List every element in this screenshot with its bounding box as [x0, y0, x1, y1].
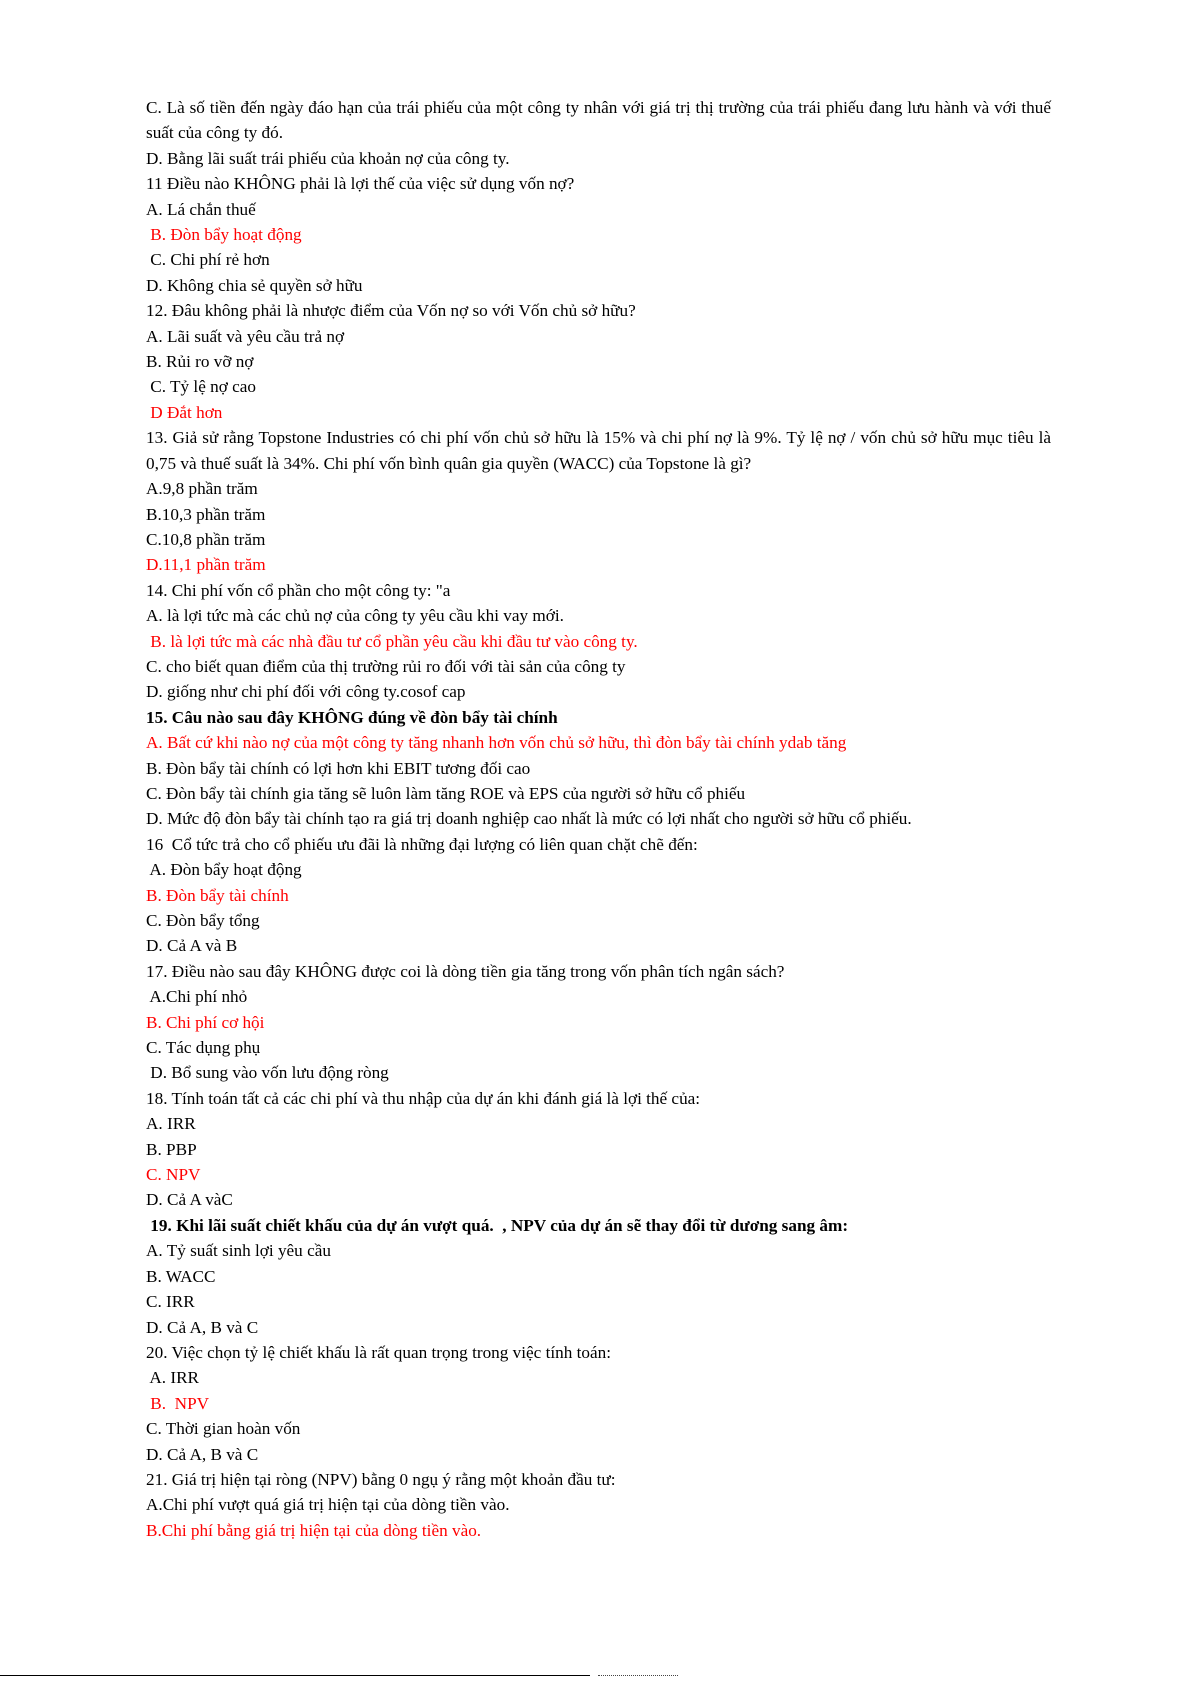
text-line: C. Là số tiền đến ngày đáo hạn của trái phiếu của một công ty nhân với giá trị thị trường của trái phiếu đang lưu hành và với thuế suất của công ty đó. [146, 98, 1051, 143]
text-line: A.9,8 phần trăm [146, 479, 258, 499]
text-line: A. Bất cứ khi nào nợ của một công ty tăng nhanh hơn vốn chủ sở hữu, thì đòn bẩy tài chính ydab tăng [146, 733, 847, 753]
text-line: D. Không chia sẻ quyền sở hữu [146, 275, 363, 295]
text-line: 12. Đâu không phải là nhược điểm của Vốn nợ so với Vốn chủ sở hữu? [146, 301, 636, 321]
text-line: C.10,8 phần trăm [146, 529, 266, 549]
text-line: A. Lãi suất và yêu cầu trả nợ [146, 326, 345, 346]
text-line: 11 Điều nào KHÔNG phải là lợi thế của việc sử dụng vốn nợ? [146, 174, 575, 194]
text-line: C. Đòn bẩy tổng [146, 911, 260, 930]
text-line: B. là lợi tức mà các nhà đầu tư cổ phần yêu cầu khi đầu tư vào công ty. [146, 631, 638, 651]
text-line: B. Rủi ro vỡ nợ [146, 352, 254, 372]
page-body [146, 95, 1051, 1543]
text-line: 13. Giả sử rằng Topstone Industries có chi phí vốn chủ sở hữu là 15% và chi phí nợ là 9%. Tỷ lệ nợ / vốn chủ sở hữu mục tiêu là 0,75 và thuế suất là 34%. Chi phí vốn bình quân gia quyền (WACC) của Topstone là gì? [146, 428, 1051, 473]
text-line: B.10,3 phần trăm [146, 504, 266, 524]
text-line: B. Đòn bẩy tài chính có lợi hơn khi EBIT tương đối cao [146, 758, 531, 778]
text-line: 17. Điều nào sau đây KHÔNG được coi là dòng tiền gia tăng trong vốn phân tích ngân sách? [146, 961, 785, 981]
text-line: C. IRR [146, 1292, 195, 1312]
text-line: D. Cả A và B [146, 936, 238, 956]
text-line: C. Tác dụng phụ [146, 1038, 261, 1058]
question-heading: 15. Câu nào sau đây KHÔNG đúng về đòn bẩy tài chính [146, 707, 558, 727]
footer-mark [598, 1675, 678, 1678]
question-heading: 19. Khi lãi suất chiết khấu của dự án vượt quá. , NPV của dự án sẽ thay đổi từ dương sang âm: [146, 1215, 849, 1235]
text-line: C. Tỷ lệ nợ cao [146, 377, 256, 397]
text-line: D.11,1 phần trăm [146, 555, 266, 575]
text-line: A. IRR [146, 1368, 200, 1388]
text-line: D. Cả A, B và C [146, 1317, 259, 1337]
text-line: B. WACC [146, 1266, 216, 1286]
text-line: 14. Chi phí vốn cổ phần cho một công ty: "a [146, 580, 451, 600]
text-line: B.Chi phí bằng giá trị hiện tại của dòng tiền vào. [146, 1520, 482, 1540]
text-line: 21. Giá trị hiện tại ròng (NPV) bằng 0 ngụ ý rằng một khoản đầu tư: [146, 1469, 616, 1489]
text-line: A. Đòn bẩy hoạt động [146, 860, 302, 880]
text-line: D. Bằng lãi suất trái phiếu của khoản nợ của công ty. [146, 148, 510, 168]
text-line: A.Chi phí vượt quá giá trị hiện tại của dòng tiền vào. [146, 1495, 510, 1515]
text-line: 18. Tính toán tất cả các chi phí và thu nhập của dự án khi đánh giá là lợi thế của: [146, 1088, 701, 1108]
text-line: 16 Cổ tức trả cho cổ phiếu ưu đãi là những đại lượng có liên quan chặt chẽ đến: [146, 834, 698, 854]
text-line: A. IRR [146, 1114, 196, 1134]
text-line: C. Thời gian hoàn vốn [146, 1419, 301, 1439]
text-line: C. Chi phí rẻ hơn [146, 250, 270, 270]
text-line: C. cho biết quan điểm của thị trường rủi ro đối với tài sản của công ty [146, 656, 626, 676]
text-line: D Đắt hơn [146, 402, 223, 422]
text-line: D. Cả A, B và C [146, 1444, 259, 1464]
text-line: B. Chi phí cơ hội [146, 1012, 265, 1032]
text-line: B. Đòn bẩy hoạt động [146, 225, 302, 245]
footer-rule [0, 1675, 590, 1676]
text-line: 20. Việc chọn tỷ lệ chiết khấu là rất quan trọng trong việc tính toán: [146, 1342, 611, 1362]
text-line: C. Đòn bẩy tài chính gia tăng sẽ luôn làm tăng ROE và EPS của người sở hữu cổ phiếu [146, 783, 746, 803]
text-line: D. Bổ sung vào vốn lưu động ròng [146, 1063, 389, 1083]
text-line: D. Mức độ đòn bẩy tài chính tạo ra giá trị doanh nghiệp cao nhất là mức có lợi nhất cho người sở hữu cổ phiếu. [146, 809, 912, 829]
text-line: A. là lợi tức mà các chủ nợ của công ty yêu cầu khi vay mới. [146, 606, 564, 626]
text-line: D. Cả A vàC [146, 1190, 233, 1210]
text-line: A.Chi phí nhỏ [146, 987, 248, 1007]
text-line: C. NPV [146, 1165, 201, 1185]
text-line: B. PBP [146, 1139, 197, 1159]
text-line: B. NPV [146, 1393, 210, 1413]
text-line: D. giống như chi phí đối với công ty.cosof cap [146, 682, 466, 702]
text-line: A. Lá chắn thuế [146, 199, 256, 219]
text-line: A. Tỷ suất sinh lợi yêu cầu [146, 1241, 331, 1261]
text-line: B. Đòn bẩy tài chính [146, 885, 289, 905]
